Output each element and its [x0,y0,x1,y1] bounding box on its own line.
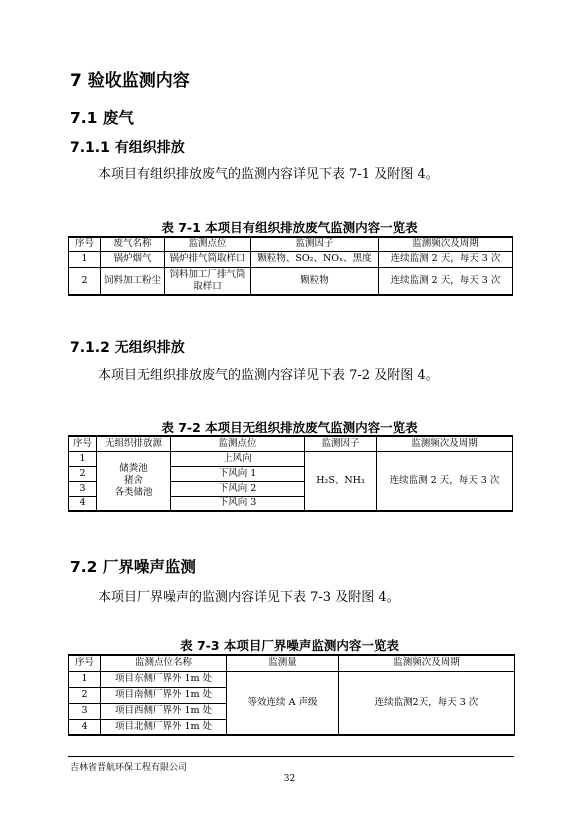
table-7-1-header: 废气名称 [101,237,165,251]
footer-divider [68,756,514,757]
table-7-3 [68,654,515,736]
table-cell: H₂S、NH₃ [305,451,377,511]
table-cell: 项目东侧厂界外 1m 处 [101,671,227,687]
table-7-1-header: 序号 [69,237,101,251]
table-cell: 4 [69,719,101,735]
table-cell: 项目南侧厂界外 1m 处 [101,687,227,703]
table-7-2 [68,435,513,512]
table-7-3-header: 监测量 [227,655,339,671]
source-line: 猪舍 [123,474,143,486]
table-7-2-header: 监测频次及周期 [377,436,513,451]
paragraph-7-1-1: 本项目有组织排放废气的监测内容详见下表 7-1 及附图 4。 [98,167,439,182]
table-row [69,251,513,267]
table-cell: 等效连续 A 声级 [227,671,339,735]
table-cell: 1 [69,671,101,687]
source-line: 储粪池 [119,462,148,474]
paragraph-7-2: 本项目厂界噪声的监测内容详见下表 7-3 及附图 4。 [98,590,400,605]
table-cell: 3 [69,481,97,496]
table-cell: 颗粒物、SO₂、NOₓ、黑度 [251,251,379,267]
section-7-1-2-title: 7.1.2 无组织排放 [70,340,185,356]
table-7-3-header: 监测频次及周期 [339,655,515,671]
table-7-2-caption: 表 7-2 本项目无组织排放废气监测内容一览表 [161,420,418,435]
table-row [69,267,513,295]
table-row [69,451,513,466]
table-cell: 2 [69,466,97,481]
table-7-2-header: 监测因子 [305,436,377,451]
table-cell: 连续监测 2 天，每天 3 次 [377,451,513,511]
table-cell: 下风向 3 [171,496,305,511]
table-cell: 2 [69,267,101,295]
table-row [69,671,515,687]
table-7-1 [68,236,513,296]
table-cell: 连续监测2天，每天 3 次 [339,671,515,735]
table-cell: 下风向 2 [171,481,305,496]
table-7-1-header: 监测因子 [251,237,379,251]
table-7-2-header: 监测点位 [171,436,305,451]
table-cell: 锅炉烟气 [101,251,165,267]
table-7-1-header: 监测频次及周期 [379,237,513,251]
paragraph-7-1-2: 本项目无组织排放废气的监测内容详见下表 7-2 及附图 4。 [98,368,439,383]
table-cell: 锅炉排气筒取样口 [165,251,251,267]
table-cell: 项目北侧厂界外 1m 处 [101,719,227,735]
footer-company: 吉林省晋航环保工程有限公司 [70,763,188,773]
section-7-1-title: 7.1 废气 [70,109,134,127]
table-cell: 项目西侧厂界外 1m 处 [101,703,227,719]
section-7-2-title: 7.2 厂界噪声监测 [70,558,196,576]
table-cell: 1 [69,451,97,466]
table-cell: 下风向 1 [171,466,305,481]
table-7-3-header: 序号 [69,655,101,671]
table-cell: 连续监测 2 天，每天 3 次 [379,267,513,295]
table-cell: 1 [69,251,101,267]
table-cell: 颗粒物 [251,267,379,295]
table-7-3-header: 监测点位名称 [101,655,227,671]
table-cell: 3 [69,703,101,719]
table-cell: 饲料加工厂排气筒取样口 [165,267,251,295]
source-line: 各类储池 [114,486,153,498]
table-7-2-header: 序号 [69,436,97,451]
section-7-1-1-title: 7.1.1 有组织排放 [70,140,185,156]
table-7-1-caption: 表 7-1 本项目有组织排放废气监测内容一览表 [161,220,418,235]
table-cell: 4 [69,496,97,511]
table-cell: 上风向 [171,451,305,466]
table-cell: 连续监测 2 天，每天 3 次 [379,251,513,267]
table-7-2-header: 无组织排放源 [97,436,171,451]
table-7-3-caption: 表 7-3 本项目厂界噪声监测内容一览表 [180,638,399,653]
page-number: 32 [283,774,296,784]
table-cell: 2 [69,687,101,703]
emission-source-cell [97,451,171,511]
section-7-title: 7 验收监测内容 [70,71,190,91]
table-7-1-header: 监测点位 [165,237,251,251]
table-cell: 饲料加工粉尘 [101,267,165,295]
